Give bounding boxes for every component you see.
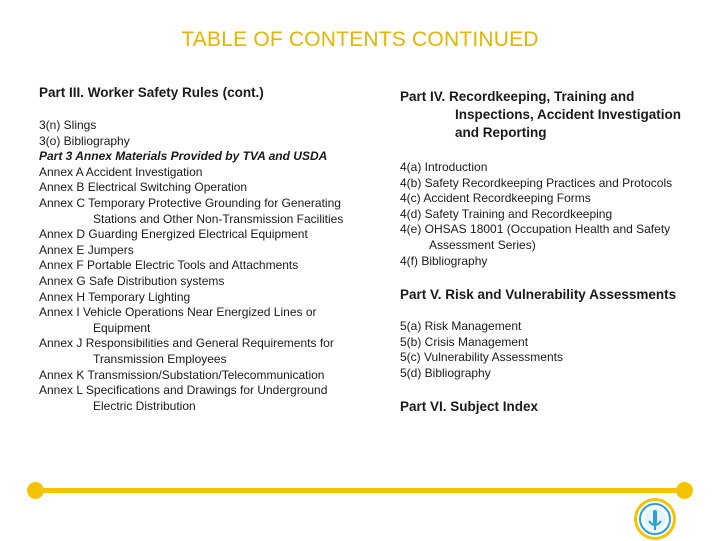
list-item: 4(a) Introduction (400, 160, 488, 174)
list-item: 5(d) Bibliography (400, 365, 491, 380)
list-item: Annex F Portable Electric Tools and Attachments (39, 258, 299, 273)
part5-list (400, 319, 715, 381)
list-item: Part 3 Annex Materials Provided by TVA and USDA (39, 149, 328, 164)
list-item: 4(d) Safety Training and Recordkeeping (400, 206, 613, 221)
list-item: Annex H Temporary Lighting (39, 289, 191, 304)
part5-heading: Part V. Risk and Vulnerability Assessments (400, 287, 677, 302)
list-item: Annex B Electrical Switching Operation (39, 180, 248, 195)
footer-dot-right (676, 482, 693, 499)
part4-list (400, 160, 715, 269)
list-item: 4(b) Safety Recordkeeping Practices and Protocols (400, 175, 673, 190)
list-item: 4(e) OHSAS 18001 (Occupation Health and Safety Assessment Series) (400, 222, 671, 252)
list-item: 5(b) Crisis Management (400, 334, 529, 349)
list-item: Annex G Safe Distribution systems (39, 273, 225, 288)
list-item: 3(n) Slings (39, 118, 97, 132)
list-item: Annex K Transmission/Substation/Telecommunication (39, 367, 325, 382)
list-item: 5(c) Vulnerability Assessments (400, 350, 563, 365)
list-item: Annex J Responsibilities and General Requirements for Transmission Employees (39, 336, 334, 366)
footer-divider-bar (36, 488, 684, 493)
list-item: 4(c) Accident Recordkeeping Forms (400, 191, 591, 206)
list-item: 3(o) Bibliography (39, 133, 130, 148)
list-item: Annex A Accident Investigation (39, 164, 203, 179)
list-item: 4(f) Bibliography (400, 253, 488, 268)
list-item: Annex I Vehicle Operations Near Energized Lines or Equipment (39, 305, 317, 335)
list-item: 5(a) Risk Management (400, 319, 522, 333)
part3-heading: Part III. Worker Safety Rules (cont.) (39, 85, 264, 100)
list-item: Annex E Jumpers (39, 242, 134, 257)
footer-dot-left (27, 482, 44, 499)
part4-heading: Part IV. Recordkeeping, Training and Inspections, Accident Investigation and Reporting (400, 89, 682, 140)
list-item: Annex C Temporary Protective Grounding for Generating Stations and Other Non-Transmission Facilities (39, 195, 344, 226)
page-title: TABLE OF CONTENTS CONTINUED (181, 28, 539, 51)
part6-heading: Part VI. Subject Index (400, 399, 539, 414)
list-item: Annex L Specifications and Drawings for Underground Electric Distribution (39, 383, 328, 413)
organization-logo (633, 497, 677, 541)
part3-list (39, 118, 384, 414)
list-item: Annex D Guarding Energized Electrical Equipment (39, 227, 308, 242)
